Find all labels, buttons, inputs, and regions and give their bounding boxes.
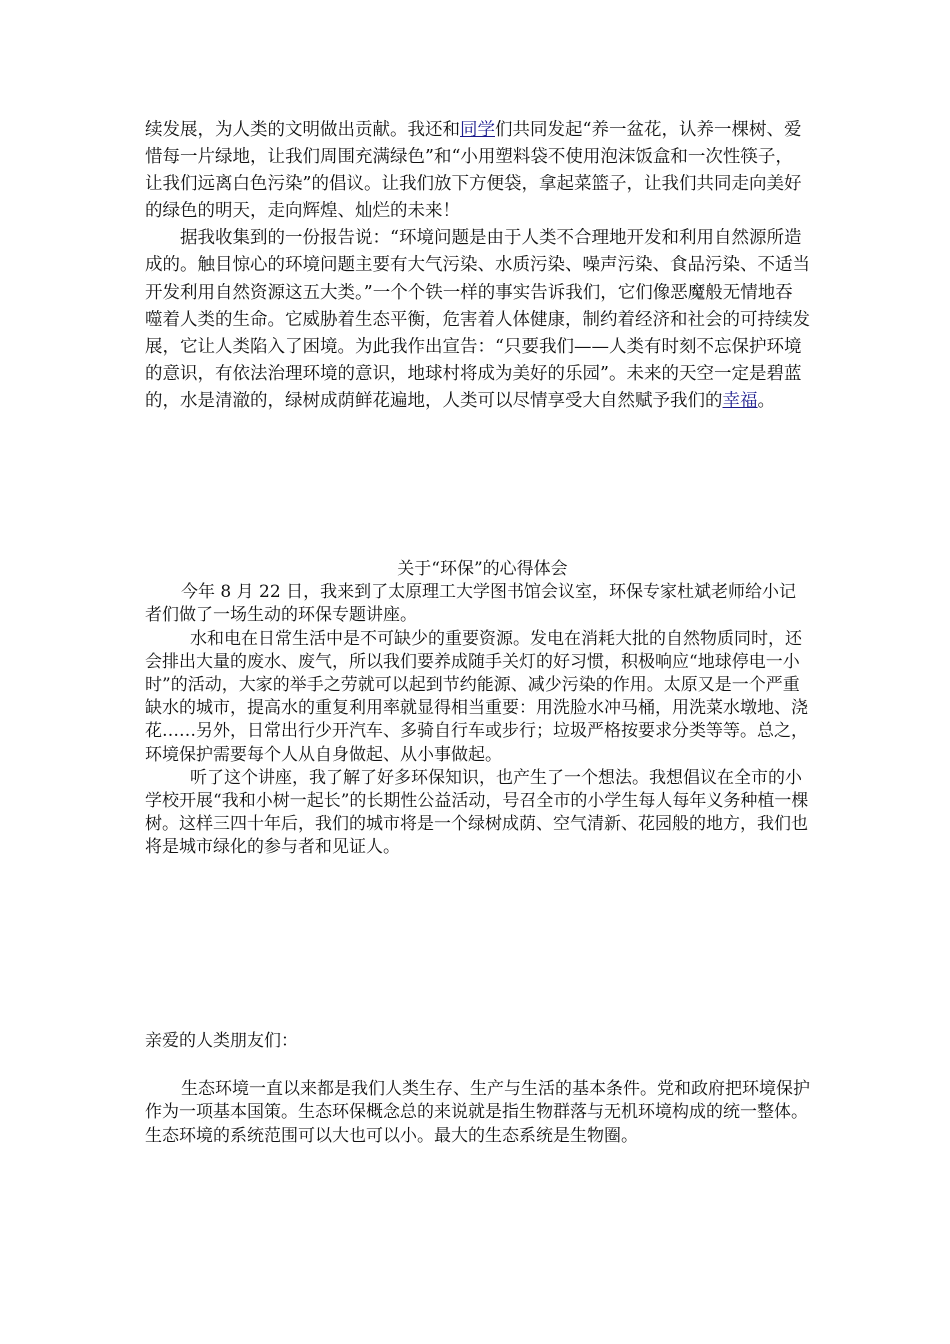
paragraph: [145, 117, 810, 225]
paragraph: 水和电在日常生活中是不可缺少的重要资源。发电在消耗大批的自然物质同时，还会排出大量的废水、废气，所以我们要养成随手关灯的好习惯，积极响应“地球停电一小时”的活动，大家的举手之劳就可以起到节约能源、减少污染的作用。太原又是一个严重缺水的城市，提高水的重复利用率就显得相当重要：用洗脸水冲马桶，用洗菜水墩地、浇花……另外，日常出行少开汽车、多骑自行车或步行；垃圾严格按要求分类等等。总之，环境保护需要每个人从自身做起、从小事做起。: [145, 628, 808, 765]
essay-section-2: [145, 558, 810, 860]
paragraph: [145, 225, 810, 415]
paragraph: 听了这个讲座，我了解了好多环保知识，也产生了一个想法。我想倡议在全市的小学校开展“我和小树一起长”的长期性公益活动，号召全市的小学生每人每年义务种植一棵树。这样三四十年后，我们的城市将是一个绿树成荫、空气清新、花园般的地方，我们也将是城市绿化的参与者和见证人。: [145, 767, 809, 858]
paragraph-text: 据我收集到的一份报告说：“环境问题是由于人类不合理地开发和利用自然源所造成的。触目惊心的环境问题主要有大气污染、水质污染、噪声污染、食品污染、不适当开发利用自然资源这五大类。”一个个铁一样的事实告诉我们，它们像恶魔般无情地吞噬着人类的生命。它威胁着生态平衡，危害着人体健康，制约着经济和社会的可持续发展，它让人类陷入了困境。为此我作出宣告：“只要我们——人类有时刻不忘保护环境的意识，有依法治理环境的意识，地球村将成为美好的乐园”。未来的天空一定是碧蓝的，水是清澈的，绿树成荫鲜花遍地，人类可以尽情享受大自然赋予我们的: [145, 228, 810, 411]
paragraph-text: 。: [757, 390, 775, 411]
essay-section-3: [145, 1030, 810, 1148]
link-classmates[interactable]: 同学: [460, 120, 495, 140]
paragraph-text: 们共同发起“养一盆花，认养一棵树、爱惜每一片绿地，让我们周围充满绿色”和“小用塑料袋不使用泡沫饭盒和一次性筷子，让我们远离白色污染”的倡议。让我们放下方便袋，拿起菜篮子，让我们共同走向美好的绿色的明天，走向辉煌、灿烂的未来！: [145, 120, 802, 222]
paragraph: 今年 8 月 22 日，我来到了太原理工大学图书馆会议室，环保专家杜斌老师给小记者们做了一场生动的环保专题讲座。: [145, 582, 797, 626]
greeting: 亲爱的人类朋友们：: [145, 1031, 298, 1051]
link-happiness[interactable]: 幸福: [722, 390, 758, 411]
paragraph-text: 续发展，为人类的文明做出贡献。我还和: [145, 120, 460, 140]
section-title: 关于“环保”的心得体会: [397, 559, 568, 579]
essay-section-1: [145, 117, 810, 415]
paragraph: 生态环境一直以来都是我们人类生存、生产与生活的基本条件。党和政府把环境保护作为一项基本国策。生态环保概念总的来说就是指生物群落与无机环境构成的统一整体。生态环境的系统范围可以大也可以小。最大的生态系统是生物圈。: [145, 1078, 810, 1146]
